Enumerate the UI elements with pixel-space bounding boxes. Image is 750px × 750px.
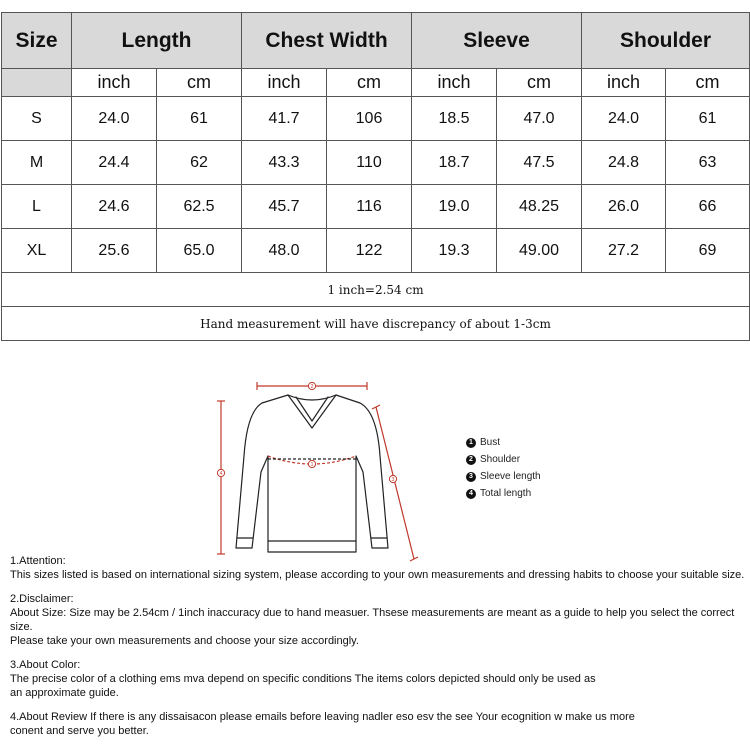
note-line: an approximate guide. [10, 687, 119, 699]
legend-number: 2 [466, 455, 476, 465]
legend-item [466, 485, 541, 502]
table-row [2, 185, 750, 229]
note-review [10, 710, 748, 738]
note-line: The precise color of a clothing ems mva depend on specific conditions The items colors depicted should only be used as [10, 673, 596, 685]
value-cell: 61 [666, 97, 750, 141]
note-title: 1.Attention: [10, 555, 66, 567]
table-row [2, 141, 750, 185]
marker-length: 4 [219, 471, 223, 477]
value-cell: 116 [327, 185, 412, 229]
unit-cell: cm [157, 69, 242, 97]
size-chart-table [1, 12, 750, 341]
legend-number: 1 [466, 438, 476, 448]
value-cell: 47.0 [497, 97, 582, 141]
value-cell: 24.0 [72, 97, 157, 141]
value-cell: 48.0 [242, 229, 327, 273]
header-chest-width: Chest Width [242, 13, 412, 69]
note-line: Please take your own measurements and choose your size accordingly. [10, 635, 359, 647]
unit-blank-cell [2, 69, 72, 97]
note-disclaimer [10, 592, 748, 648]
note-line: This sizes listed is based on international sizing system, please according to your own measurements and dressing habits to choose your suitable size. [10, 569, 745, 581]
marker-sleeve: 3 [391, 477, 395, 483]
table-row [2, 97, 750, 141]
measure-lines [217, 382, 418, 561]
value-cell: 19.3 [412, 229, 497, 273]
value-cell: 122 [327, 229, 412, 273]
value-cell: 62.5 [157, 185, 242, 229]
unit-header-row [2, 69, 750, 97]
size-cell: L [2, 185, 72, 229]
marker-shoulder: 2 [310, 384, 314, 390]
legend-label: Total length [480, 488, 532, 499]
value-cell: 24.4 [72, 141, 157, 185]
value-cell: 19.0 [412, 185, 497, 229]
unit-cell: inch [412, 69, 497, 97]
note-color [10, 658, 748, 700]
legend-item [466, 434, 541, 451]
header-length: Length [72, 13, 242, 69]
value-cell: 62 [157, 141, 242, 185]
unit-cell: inch [242, 69, 327, 97]
note-line: conent and serve you better. [10, 725, 149, 737]
legend-item [466, 451, 541, 468]
value-cell: 43.3 [242, 141, 327, 185]
header-sleeve: Sleeve [412, 13, 582, 69]
value-cell: 61 [157, 97, 242, 141]
diagram-markers [217, 382, 396, 483]
size-cell: XL [2, 229, 72, 273]
sleeve-measure-line [376, 407, 414, 559]
unit-cell: cm [327, 69, 412, 97]
hand-measure-row [2, 307, 750, 341]
sweater-outline [236, 395, 388, 552]
conversion-note: 1 inch=2.54 cm [2, 273, 750, 307]
legend-label: Sleeve length [480, 471, 541, 482]
value-cell: 63 [666, 141, 750, 185]
value-cell: 24.8 [582, 141, 666, 185]
unit-cell: inch [72, 69, 157, 97]
value-cell: 25.6 [72, 229, 157, 273]
legend-number: 3 [466, 472, 476, 482]
table-row [2, 229, 750, 273]
sweater-diagram [200, 376, 420, 566]
value-cell: 24.6 [72, 185, 157, 229]
value-cell: 65.0 [157, 229, 242, 273]
value-cell: 69 [666, 229, 750, 273]
value-cell: 48.25 [497, 185, 582, 229]
size-cell: S [2, 97, 72, 141]
size-cell: M [2, 141, 72, 185]
value-cell: 49.00 [497, 229, 582, 273]
value-cell: 26.0 [582, 185, 666, 229]
hand-measure-note: Hand measurement will have discrepancy of about 1-3cm [2, 307, 750, 341]
note-attention [10, 554, 748, 582]
unit-cell: cm [497, 69, 582, 97]
note-line: About Size: Size may be 2.54cm / 1inch inaccuracy due to hand measuer. Thsese measurements are meant as a guide to help you select the correct size. [10, 607, 735, 633]
unit-cell: inch [582, 69, 666, 97]
legend-label: Shoulder [480, 454, 521, 465]
legend-number: 4 [466, 489, 476, 499]
value-cell: 18.5 [412, 97, 497, 141]
notes-section [10, 554, 748, 748]
value-cell: 45.7 [242, 185, 327, 229]
table-header-row [2, 13, 750, 69]
value-cell: 66 [666, 185, 750, 229]
diagram-legend [466, 434, 541, 502]
value-cell: 27.2 [582, 229, 666, 273]
legend-label: Bust [480, 437, 501, 448]
value-cell: 106 [327, 97, 412, 141]
marker-bust: 1 [310, 462, 314, 468]
value-cell: 47.5 [497, 141, 582, 185]
note-title: 2.Disclaimer: [10, 593, 74, 605]
value-cell: 41.7 [242, 97, 327, 141]
note-line: 4.About Review If there is any dissaisacon please emails before leaving nadler eso esv the see Your ecognition w make us more [10, 711, 635, 723]
header-size: Size [2, 13, 72, 69]
value-cell: 110 [327, 141, 412, 185]
value-cell: 18.7 [412, 141, 497, 185]
header-shoulder: Shoulder [582, 13, 750, 69]
note-title: 3.About Color: [10, 659, 81, 671]
value-cell: 24.0 [582, 97, 666, 141]
conversion-row [2, 273, 750, 307]
legend-item [466, 468, 541, 485]
unit-cell: cm [666, 69, 750, 97]
